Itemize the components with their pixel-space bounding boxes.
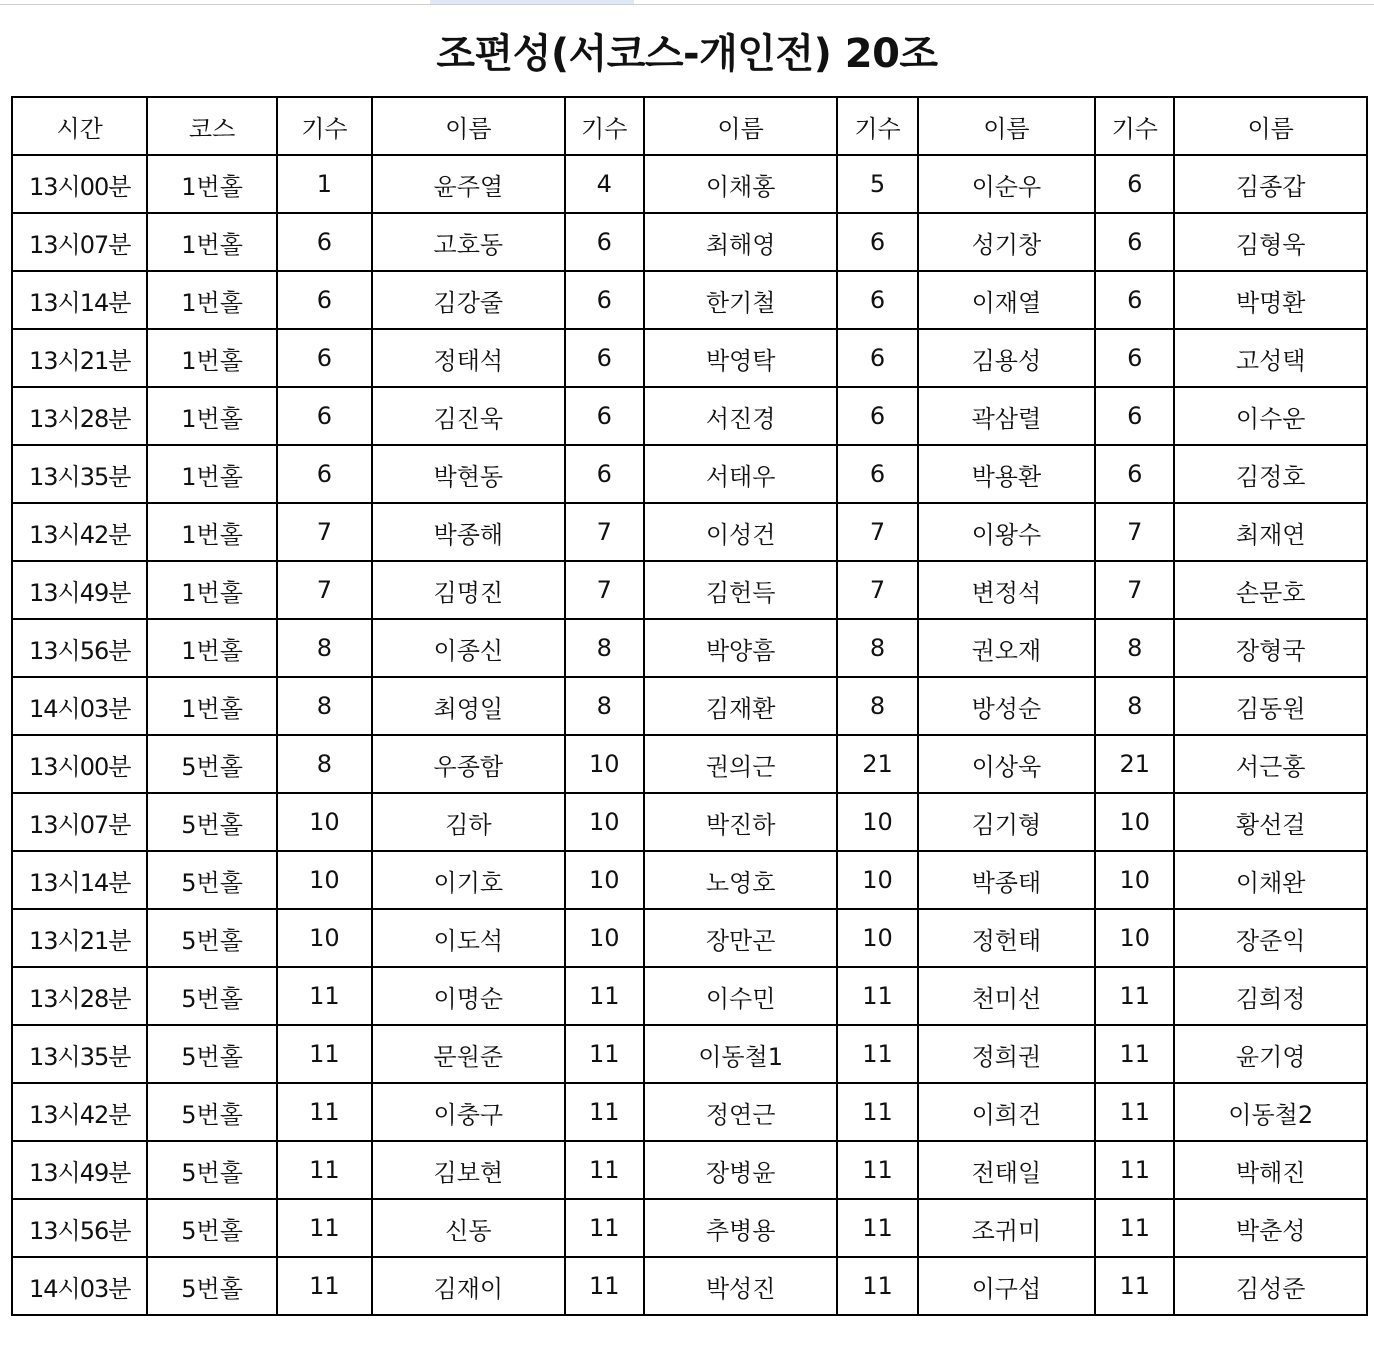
table-row [12, 387, 1367, 445]
time-cell: 13시07분 [12, 213, 147, 271]
class-cell: 21 [1095, 735, 1174, 793]
class-cell: 11 [837, 967, 917, 1025]
course-cell: 1번홀 [147, 561, 276, 619]
class-cell: 11 [565, 1025, 644, 1083]
class-cell: 11 [837, 1257, 917, 1315]
name-cell: 고호동 [372, 213, 565, 271]
time-cell: 13시07분 [12, 793, 147, 851]
time-cell: 14시03분 [12, 1257, 147, 1315]
class-cell: 11 [837, 1141, 917, 1199]
course-cell: 1번홀 [147, 445, 276, 503]
table-row [12, 1083, 1367, 1141]
name-cell: 이상욱 [918, 735, 1096, 793]
name-cell: 황선걸 [1174, 793, 1367, 851]
name-cell: 정헌태 [918, 909, 1096, 967]
name-cell: 이수민 [644, 967, 838, 1025]
name-cell: 김재이 [372, 1257, 565, 1315]
name-cell: 박용환 [918, 445, 1096, 503]
name-cell: 서진경 [644, 387, 838, 445]
table-row [12, 851, 1367, 909]
name-cell: 성기창 [918, 213, 1096, 271]
name-cell: 우종함 [372, 735, 565, 793]
name-cell: 김정호 [1174, 445, 1367, 503]
class-cell: 7 [277, 561, 372, 619]
course-cell: 1번홀 [147, 619, 276, 677]
table-row [12, 445, 1367, 503]
class-cell: 8 [277, 619, 372, 677]
table-row [12, 793, 1367, 851]
course-cell: 5번홀 [147, 1083, 276, 1141]
class-cell: 11 [837, 1083, 917, 1141]
name-cell: 박춘성 [1174, 1199, 1367, 1257]
course-cell: 5번홀 [147, 851, 276, 909]
course-cell: 1번홀 [147, 213, 276, 271]
schedule-table [11, 96, 1368, 1316]
class-cell: 6 [565, 271, 644, 329]
class-cell: 10 [565, 793, 644, 851]
class-cell: 6 [1095, 271, 1174, 329]
class-cell: 5 [837, 155, 917, 213]
name-cell: 김진욱 [372, 387, 565, 445]
name-cell: 박양흠 [644, 619, 838, 677]
name-cell: 이채홍 [644, 155, 838, 213]
col-header-time: 시간 [12, 97, 147, 155]
class-cell: 11 [277, 1083, 372, 1141]
name-cell: 김헌득 [644, 561, 838, 619]
class-cell: 6 [277, 213, 372, 271]
class-cell: 11 [277, 1141, 372, 1199]
name-cell: 이희건 [918, 1083, 1096, 1141]
col-header-class: 기수 [277, 97, 372, 155]
class-cell: 6 [837, 329, 917, 387]
col-header-name: 이름 [918, 97, 1096, 155]
time-cell: 13시35분 [12, 445, 147, 503]
name-cell: 김종갑 [1174, 155, 1367, 213]
time-cell: 13시42분 [12, 1083, 147, 1141]
table-row [12, 1199, 1367, 1257]
class-cell: 6 [277, 329, 372, 387]
class-cell: 6 [1095, 329, 1174, 387]
class-cell: 11 [277, 967, 372, 1025]
page-title: 조편성(서코스-개인전) 20조 [436, 31, 938, 77]
class-cell: 10 [1095, 793, 1174, 851]
name-cell: 김형욱 [1174, 213, 1367, 271]
class-cell: 6 [1095, 445, 1174, 503]
class-cell: 11 [277, 1025, 372, 1083]
course-cell: 1번홀 [147, 329, 276, 387]
name-cell: 이기호 [372, 851, 565, 909]
name-cell: 이구섭 [918, 1257, 1096, 1315]
class-cell: 8 [277, 735, 372, 793]
name-cell: 이성건 [644, 503, 838, 561]
name-cell: 신동 [372, 1199, 565, 1257]
col-header-name: 이름 [372, 97, 565, 155]
name-cell: 이동철2 [1174, 1083, 1367, 1141]
table-row [12, 909, 1367, 967]
class-cell: 8 [565, 619, 644, 677]
class-cell: 7 [1095, 503, 1174, 561]
col-header-class: 기수 [565, 97, 644, 155]
class-cell: 6 [1095, 155, 1174, 213]
class-cell: 7 [837, 503, 917, 561]
name-cell: 천미선 [918, 967, 1096, 1025]
name-cell: 박현동 [372, 445, 565, 503]
time-cell: 13시14분 [12, 271, 147, 329]
class-cell: 10 [565, 851, 644, 909]
class-cell: 11 [277, 1257, 372, 1315]
name-cell: 김명진 [372, 561, 565, 619]
course-cell: 5번홀 [147, 967, 276, 1025]
course-cell: 5번홀 [147, 1141, 276, 1199]
class-cell: 11 [565, 1199, 644, 1257]
name-cell: 이명순 [372, 967, 565, 1025]
name-cell: 이충구 [372, 1083, 565, 1141]
name-cell: 이수운 [1174, 387, 1367, 445]
name-cell: 김성준 [1174, 1257, 1367, 1315]
class-cell: 6 [277, 445, 372, 503]
name-cell: 윤기영 [1174, 1025, 1367, 1083]
name-cell: 김재환 [644, 677, 838, 735]
table-row [12, 619, 1367, 677]
class-cell: 7 [837, 561, 917, 619]
course-cell: 1번홀 [147, 387, 276, 445]
name-cell: 방성순 [918, 677, 1096, 735]
table-row [12, 735, 1367, 793]
name-cell: 권오재 [918, 619, 1096, 677]
time-cell: 13시42분 [12, 503, 147, 561]
course-cell: 5번홀 [147, 909, 276, 967]
class-cell: 11 [837, 1199, 917, 1257]
class-cell: 11 [1095, 1083, 1174, 1141]
class-cell: 6 [565, 329, 644, 387]
class-cell: 11 [837, 1025, 917, 1083]
name-cell: 권의근 [644, 735, 838, 793]
class-cell: 6 [277, 387, 372, 445]
class-cell: 10 [277, 909, 372, 967]
col-header-class: 기수 [837, 97, 917, 155]
table-row [12, 329, 1367, 387]
name-cell: 박성진 [644, 1257, 838, 1315]
time-cell: 13시28분 [12, 967, 147, 1025]
class-cell: 8 [837, 619, 917, 677]
class-cell: 6 [565, 445, 644, 503]
class-cell: 8 [1095, 619, 1174, 677]
class-cell: 6 [1095, 213, 1174, 271]
class-cell: 7 [277, 503, 372, 561]
name-cell: 윤주열 [372, 155, 565, 213]
name-cell: 추병용 [644, 1199, 838, 1257]
header-row [12, 97, 1367, 155]
class-cell: 11 [1095, 1199, 1174, 1257]
name-cell: 이재열 [918, 271, 1096, 329]
name-cell: 이동철1 [644, 1025, 838, 1083]
name-cell: 김동원 [1174, 677, 1367, 735]
course-cell: 5번홀 [147, 735, 276, 793]
course-cell: 5번홀 [147, 1257, 276, 1315]
time-cell: 13시00분 [12, 155, 147, 213]
name-cell: 장병윤 [644, 1141, 838, 1199]
name-cell: 장만곤 [644, 909, 838, 967]
class-cell: 8 [1095, 677, 1174, 735]
class-cell: 7 [1095, 561, 1174, 619]
name-cell: 정태석 [372, 329, 565, 387]
table-row [12, 967, 1367, 1025]
course-cell: 5번홀 [147, 793, 276, 851]
course-cell: 1번홀 [147, 155, 276, 213]
table-row [12, 1025, 1367, 1083]
name-cell: 한기철 [644, 271, 838, 329]
name-cell: 서태우 [644, 445, 838, 503]
class-cell: 10 [837, 909, 917, 967]
class-cell: 8 [277, 677, 372, 735]
class-cell: 6 [565, 213, 644, 271]
course-cell: 5번홀 [147, 1199, 276, 1257]
class-cell: 21 [837, 735, 917, 793]
name-cell: 김기형 [918, 793, 1096, 851]
class-cell: 10 [565, 735, 644, 793]
time-cell: 14시03분 [12, 677, 147, 735]
class-cell: 6 [837, 445, 917, 503]
col-header-course: 코스 [147, 97, 276, 155]
time-cell: 13시21분 [12, 909, 147, 967]
class-cell: 4 [565, 155, 644, 213]
course-cell: 1번홀 [147, 503, 276, 561]
class-cell: 6 [837, 213, 917, 271]
name-cell: 박명환 [1174, 271, 1367, 329]
class-cell: 1 [277, 155, 372, 213]
name-cell: 장준익 [1174, 909, 1367, 967]
name-cell: 이도석 [372, 909, 565, 967]
name-cell: 최영일 [372, 677, 565, 735]
name-cell: 김보현 [372, 1141, 565, 1199]
class-cell: 11 [277, 1199, 372, 1257]
name-cell: 최재연 [1174, 503, 1367, 561]
name-cell: 서근홍 [1174, 735, 1367, 793]
name-cell: 조귀미 [918, 1199, 1096, 1257]
name-cell: 정희권 [918, 1025, 1096, 1083]
class-cell: 10 [277, 793, 372, 851]
class-cell: 10 [277, 851, 372, 909]
name-cell: 박종태 [918, 851, 1096, 909]
col-header-class: 기수 [1095, 97, 1174, 155]
time-cell: 13시21분 [12, 329, 147, 387]
name-cell: 박해진 [1174, 1141, 1367, 1199]
name-cell: 김희정 [1174, 967, 1367, 1025]
name-cell: 김용성 [918, 329, 1096, 387]
time-cell: 13시00분 [12, 735, 147, 793]
table-row [12, 271, 1367, 329]
table-row [12, 1141, 1367, 1199]
class-cell: 6 [837, 271, 917, 329]
table-row [12, 677, 1367, 735]
name-cell: 이순우 [918, 155, 1096, 213]
table-row [12, 155, 1367, 213]
time-cell: 13시56분 [12, 619, 147, 677]
time-cell: 13시35분 [12, 1025, 147, 1083]
class-cell: 11 [1095, 1141, 1174, 1199]
table-row [12, 561, 1367, 619]
col-header-name: 이름 [644, 97, 838, 155]
name-cell: 김강줄 [372, 271, 565, 329]
class-cell: 11 [1095, 1257, 1174, 1315]
class-cell: 11 [565, 1141, 644, 1199]
class-cell: 11 [1095, 967, 1174, 1025]
class-cell: 11 [1095, 1025, 1174, 1083]
time-cell: 13시14분 [12, 851, 147, 909]
name-cell: 손문호 [1174, 561, 1367, 619]
class-cell: 11 [565, 1083, 644, 1141]
table-row [12, 503, 1367, 561]
class-cell: 10 [837, 793, 917, 851]
class-cell: 8 [837, 677, 917, 735]
name-cell: 문원준 [372, 1025, 565, 1083]
class-cell: 6 [565, 387, 644, 445]
table-body [12, 155, 1367, 1315]
name-cell: 박진하 [644, 793, 838, 851]
class-cell: 11 [565, 1257, 644, 1315]
class-cell: 7 [565, 561, 644, 619]
name-cell: 최해영 [644, 213, 838, 271]
name-cell: 장형국 [1174, 619, 1367, 677]
name-cell: 변정석 [918, 561, 1096, 619]
course-cell: 1번홀 [147, 271, 276, 329]
class-cell: 10 [565, 909, 644, 967]
name-cell: 노영호 [644, 851, 838, 909]
class-cell: 11 [565, 967, 644, 1025]
class-cell: 6 [277, 271, 372, 329]
name-cell: 박영탁 [644, 329, 838, 387]
class-cell: 7 [565, 503, 644, 561]
class-cell: 10 [1095, 909, 1174, 967]
name-cell: 고성택 [1174, 329, 1367, 387]
course-cell: 5번홀 [147, 1025, 276, 1083]
class-cell: 6 [837, 387, 917, 445]
table-row [12, 1257, 1367, 1315]
top-divider [0, 4, 1374, 5]
name-cell: 전태일 [918, 1141, 1096, 1199]
course-cell: 1번홀 [147, 677, 276, 735]
time-cell: 13시49분 [12, 1141, 147, 1199]
class-cell: 6 [1095, 387, 1174, 445]
col-header-name: 이름 [1174, 97, 1367, 155]
name-cell: 김하 [372, 793, 565, 851]
name-cell: 이왕수 [918, 503, 1096, 561]
time-cell: 13시56분 [12, 1199, 147, 1257]
name-cell: 이종신 [372, 619, 565, 677]
name-cell: 정연근 [644, 1083, 838, 1141]
time-cell: 13시28분 [12, 387, 147, 445]
name-cell: 박종해 [372, 503, 565, 561]
name-cell: 곽삼렬 [918, 387, 1096, 445]
name-cell: 이채완 [1174, 851, 1367, 909]
class-cell: 10 [1095, 851, 1174, 909]
class-cell: 10 [837, 851, 917, 909]
time-cell: 13시49분 [12, 561, 147, 619]
class-cell: 8 [565, 677, 644, 735]
table-row [12, 213, 1367, 271]
